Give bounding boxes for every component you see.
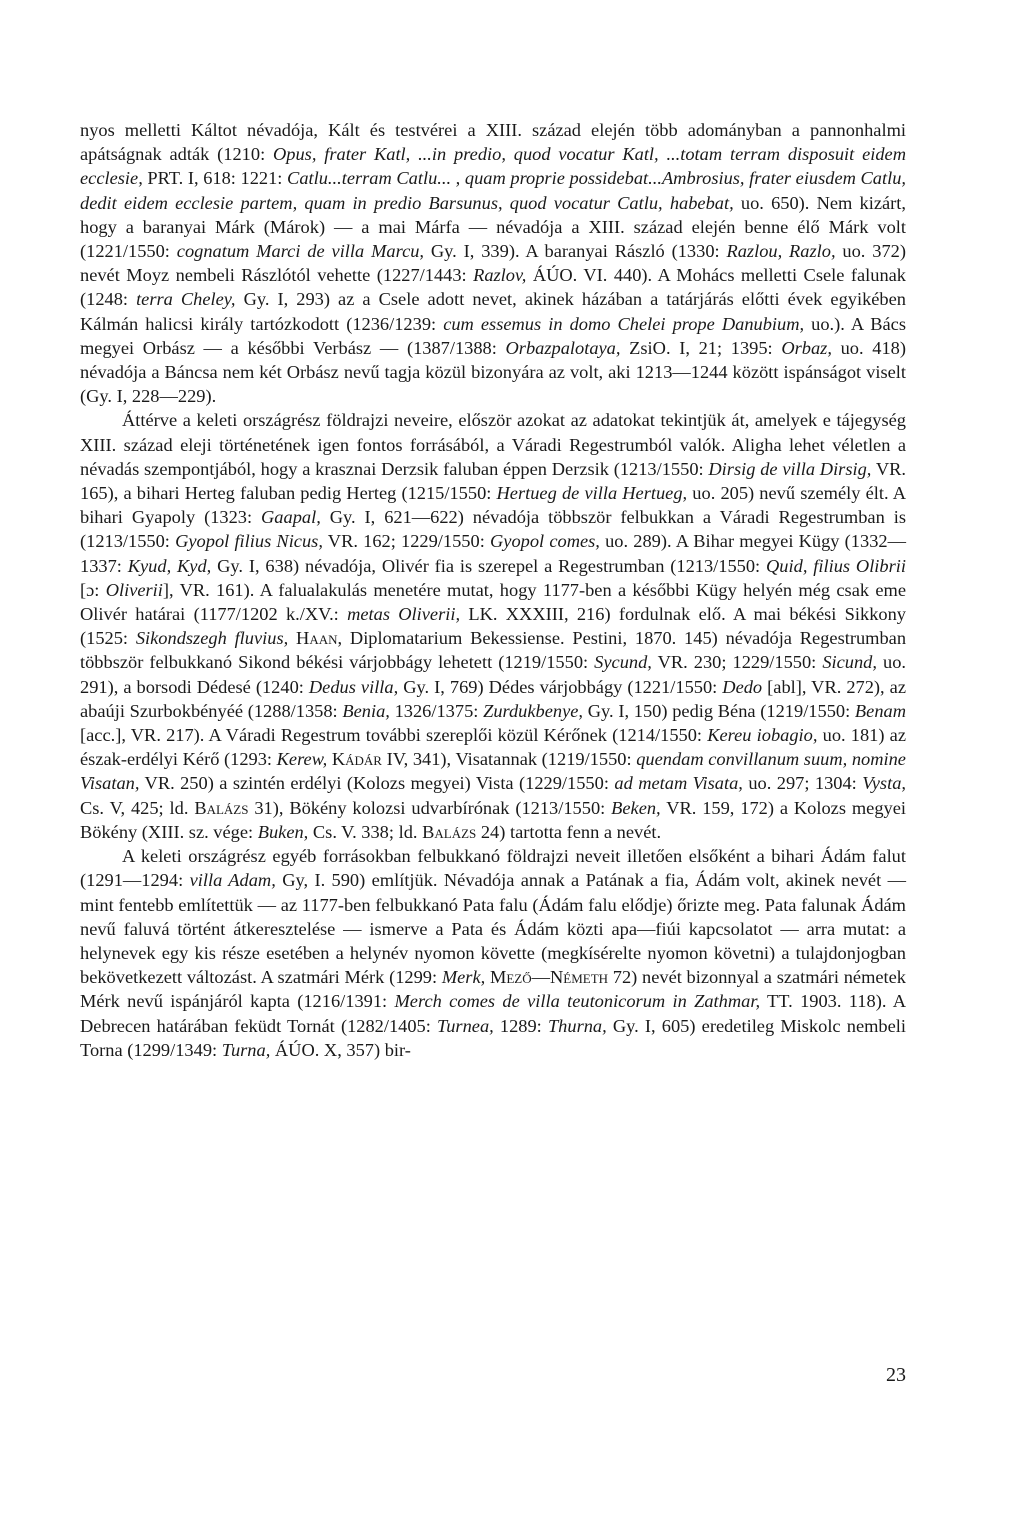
document-page bbox=[80, 118, 906, 1458]
page-number: 23 bbox=[886, 1364, 906, 1386]
paragraph-3: A keleti országrész egyéb forrásokban felbukkanó földrajzi neveit illetően elsőként a bihari Ádám falut (1291—1294: villa Adam, Gy, I. 590) említjük. Névadója annak a Patának a fia, Ádám volt, akinek nevét — mint fentebb említettük — az 1177-ben felbukkanó Pata falu (Ádám falu elődje) őrizte meg. Pata falunak Ádám nevű faluvá történt átkeresztelése — ismerve a Pata és Ádám közti apa—fiúi kapcsolatot — arra mutat: a helynevek egy kis része esetében a helynév nyomon követte (megkísérelte nyomon követni) a tulajdonjogban bekövetkezett változást. A szatmári Mérk (1299: Merk, Mező—Németh 72) nevét bizonnyal a szatmári németek Mérk nevű ispánjáról kapta (1216/1391: Merch comes de villa teutonicorum in Zathmar, TT. 1903. 118). A Debrecen határában feküdt Tornát (1282/1405: Turnea, 1289: Thurna, Gy. I, 605) eredetileg Miskolc nembeli Torna (1299/1349: Turna, ÁÚO. X, 357) bir- bbox=[80, 846, 907, 1060]
paragraph-2: Áttérve a keleti országrész földrajzi neveire, először azokat az adatokat tekintjük át, amelyek e tájegység XIII. század eleji történetének igen fontos forrásából, a Váradi Regestrumból valók. Aligha lehet véletlen a névadás szempontjából, hogy a krasznai Derzsik faluban éppen Derzsik (1213/1550: Dirsig de villa Dirsig, VR. 165), a bihari Herteg faluban pedig Herteg (1215/1550: Hertueg de villa Hertueg, uo. 205) nevű személy élt. A bihari Gyapoly (1323: Gaapal, Gy. I, 621—622) névadója többször felbukkan a Váradi Regestrumban is (1213/1550: Gyopol filius Nicus, VR. 162; 1229/1550: Gyopol comes, uo. 289). A Bihar megyei Kügy (1332—1337: Kyud, Kyd, Gy. I, 638) névadója, Olivér fia is szerepel a Regestrumban (1213/1550: Quid, filius Olibrii [ɔ: Oliverii], VR. 161). A falualakulás menetére mutat, hogy 1177-ben a későbbi Kügy helyén még csak eme Olivér határai (1177/1202 k./XV.: metas Oliverii, LK. XXXIII, 216) fordulnak elő. A mai békési Sikkony (1525: Sikondszegh fluvius, Haan, Diplomatarium Bekessiense. Pestini, 1870. 145) névadója Regestrumban többször felbukkanó Sikond békési várjobbágy lehetett (1219/1550: Sycund, VR. 230; 1229/1550: Sicund, uo. 291), a borsodi Dédesé (1240: Dedus villa, Gy. I, 769) Dédes várjobbágy (1221/1550: Dedo [abl], VR. 272), az abaúji Szurbokbényéé (1288/1358: Benia, 1326/1375: Zurdukbenye, Gy. I, 150) pedig Béna (1219/1550: Benam [acc.], VR. 217). A Váradi Regestrum további szereplői közül Kérőnek (1214/1550: Kereu iobagio, uo. 181) az észak-erdélyi Kérő (1293: Kerew, Kádár IV, 341), Visatannak (1219/1550: quendam convillanum suum, nomine Visatan, VR. 250) a szintén erdélyi (Kolozs megyei) Vista (1229/1550: ad metam Visata, uo. 297; 1304: Vysta, Cs. V, 425; ld. Balázs 31), Bökény kolozsi udvarbírónak (1213/1550: Beken, VR. 159, 172) a Kolozs megyei Bökény (XIII. sz. vége: Buken, Cs. V. 338; ld. Balázs 24) tartotta fenn a nevét. bbox=[80, 410, 907, 842]
body-text bbox=[80, 118, 906, 1062]
paragraph-1: nyos melletti Káltot névadója, Kált és testvérei a XIII. század elején több adományban a pannonhalmi apátságnak adták (1210: Opus, frater Katl, ...in predio, quod vocatur Katl, ...totam terram disposuit eidem ecclesie, PRT. I, 618: 1221: Catlu...terram Catlu... , quam proprie possidebat...Ambrosius, frater eiusdem Catlu, dedit eidem ecclesie partem, quam in predio Barsunus, quod vocatur Catlu, habebat, uo. 650). Nem kizárt, hogy a baranyai Márk (Márok) — a mai Márfa — névadója a XIII. század elején benne élő Márk volt (1221/1550: cognatum Marci de villa Marcu, Gy. I, 339). A baranyai Rászló (1330: Razlou, Razlo, uo. 372) nevét Moyz nembeli Rászlótól vehette (1227/1443: Razlov, ÁÚO. VI. 440). A Mohács melletti Csele falunak (1248: terra Cheley, Gy. I, 293) az a Csele adott nevet, akinek házában a tatárjárás előtti évek egyikében Kálmán halicsi király tartózkodott (1236/1239: cum essemus in domo Chelei prope Danubium, uo.). A Bács megyei Orbász — a későbbi Verbász — (1387/1388: Orbazpalotaya, ZsiO. I, 21; 1395: Orbaz, uo. 418) névadója a Báncsa nem két Orbász nevű tagja közül bizonyára az volt, aki 1213—1244 között ispánságot viselt (Gy. I, 228—229). bbox=[80, 120, 907, 407]
